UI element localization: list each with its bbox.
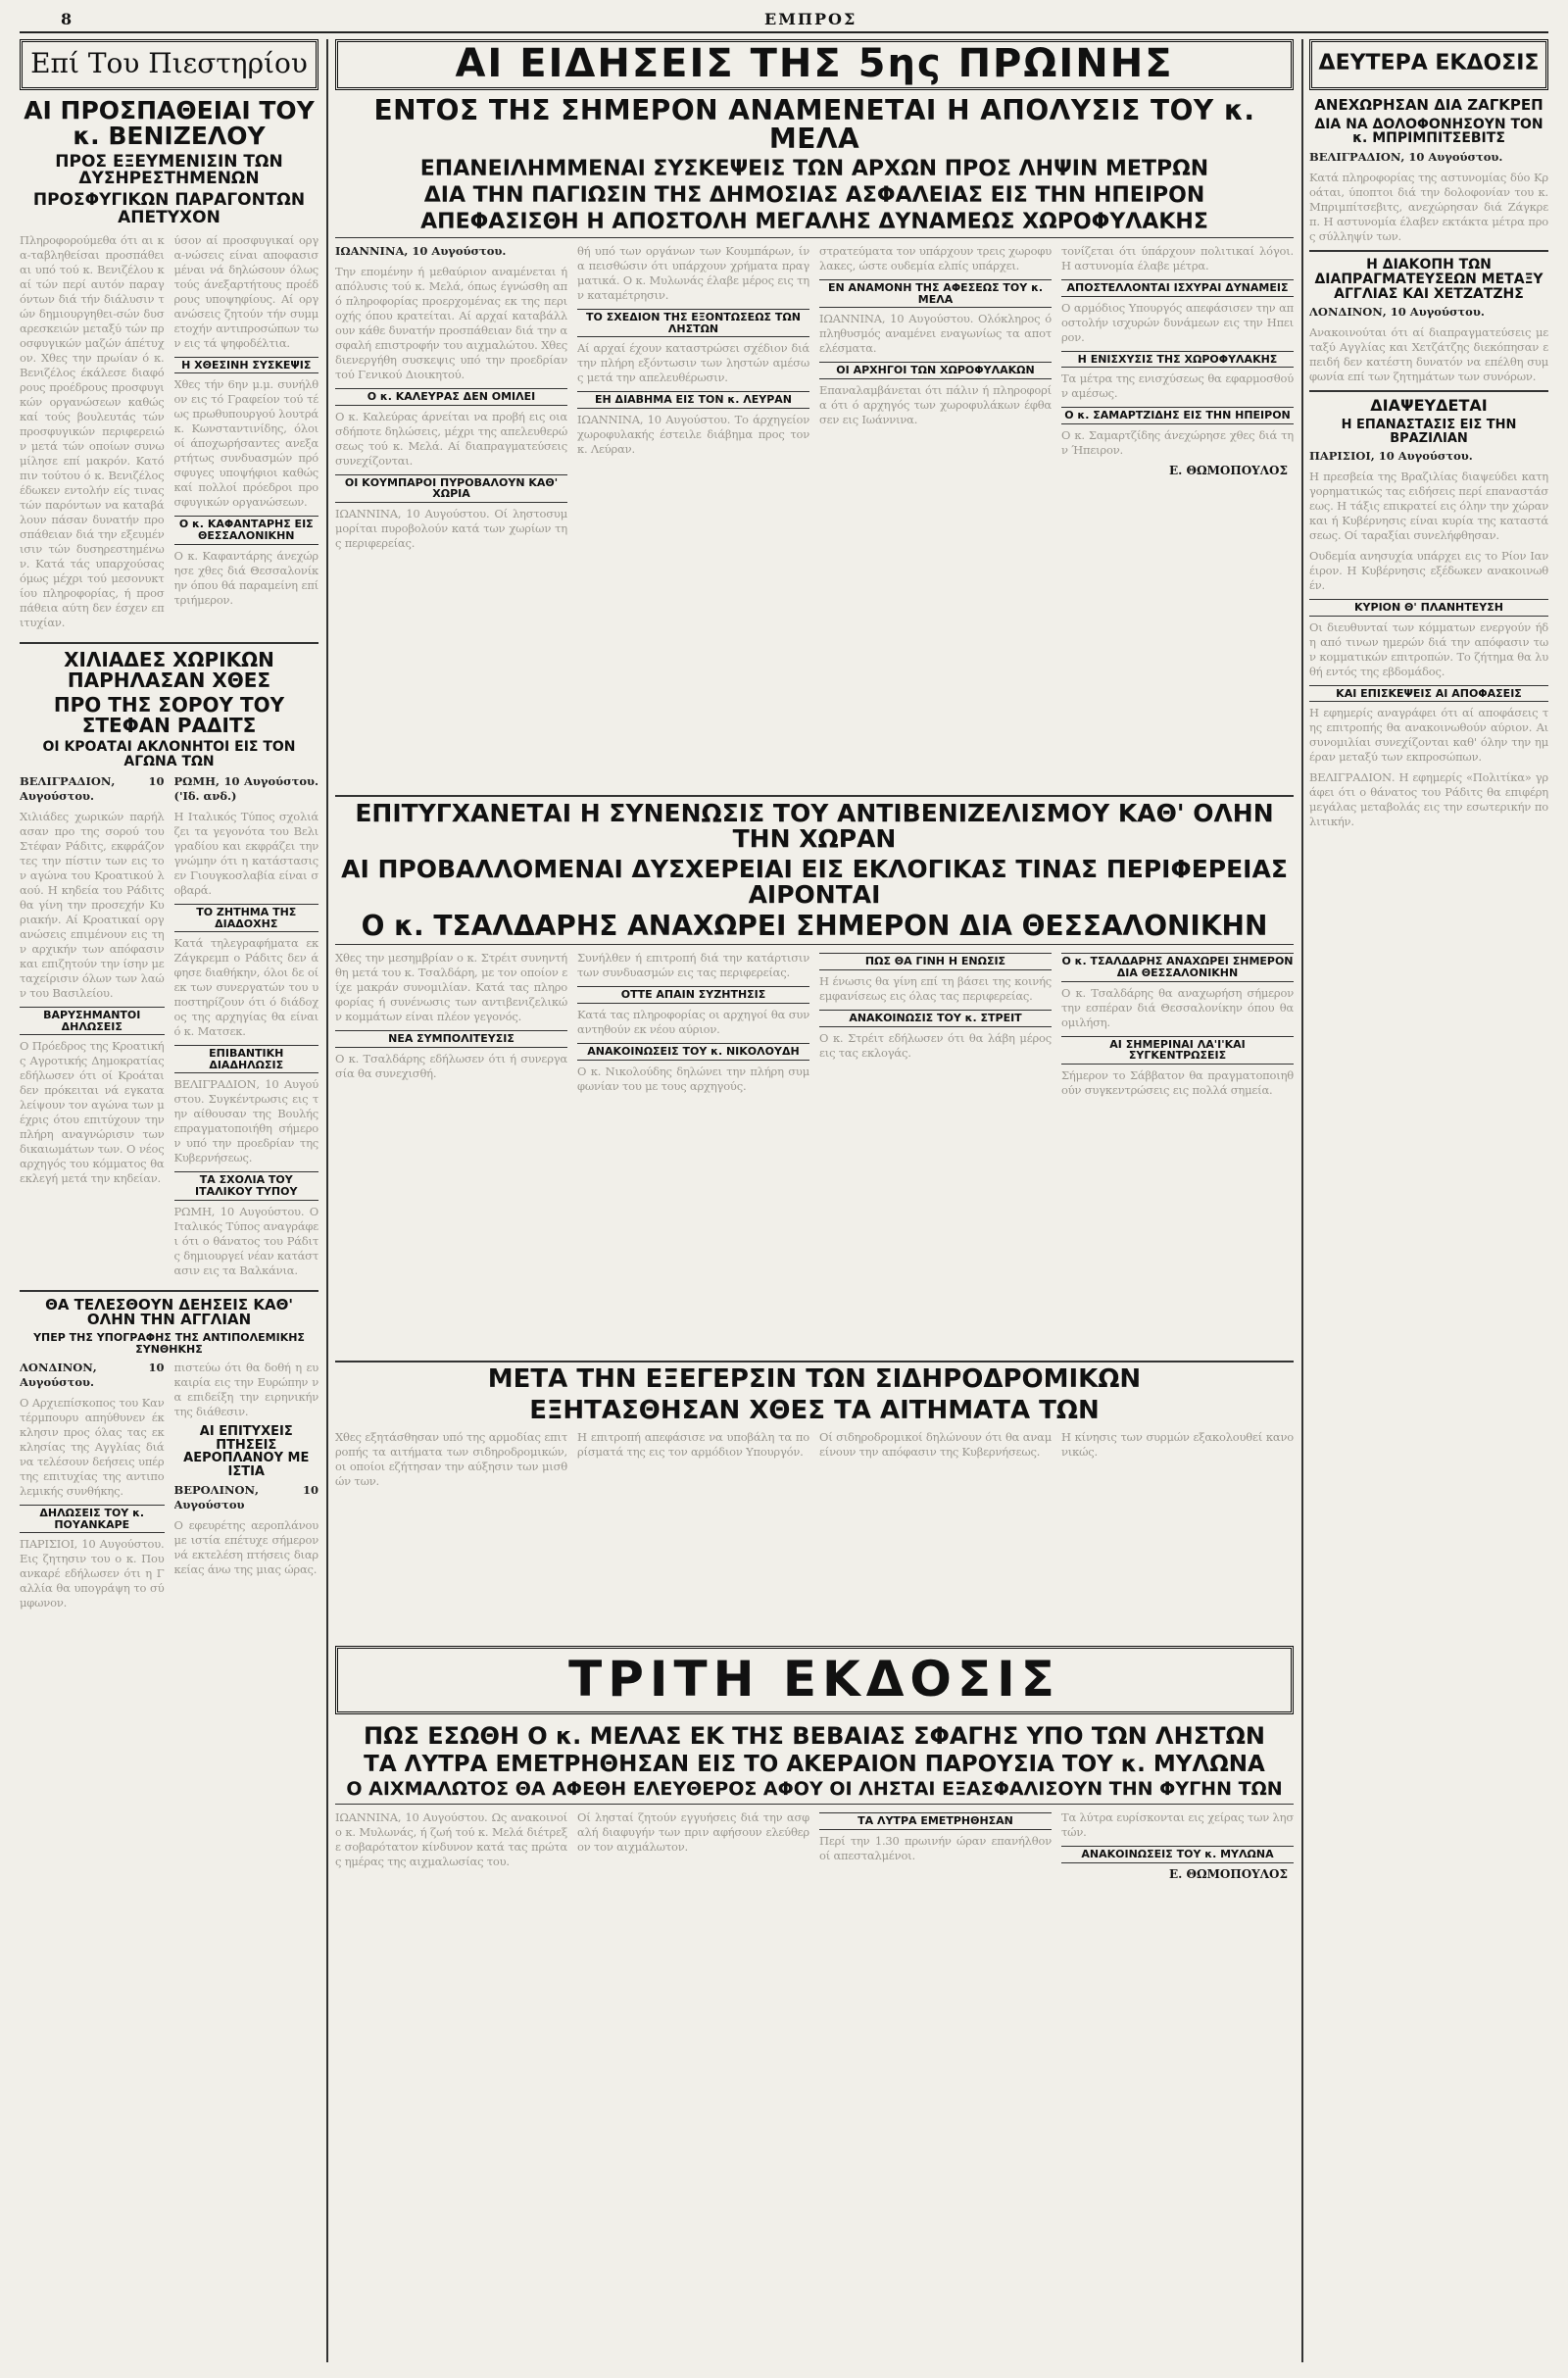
article-text: Ουδεμία ανησυχία υπάρχει εις το Ρίον Ιανέιρον. Η Κυβέρνησις εξέδωκεν ανακοινωθέν. (1309, 549, 1548, 593)
article-text: Ο κ. Στρέιτ εδήλωσεν ότι θα λάβη μέρος εις τας εκλογάς. (819, 1030, 1052, 1060)
article-text: Χιλιάδες χωρικών παρήλασαν προ της σορού του Στέφαν Ράδιτς, εκφράζοντες την πίστιν των εις τον αγώνα του Κροατικού λαού. Η κηδεία του Ράδιτς θα γίνη την προσεχήν Κυριακήν. Αί Κροατικαί οργανώσεις επιμένουν εις την αρχικήν των απόφασιν και επιζητούν την ίσην μεταχείρισιν όλων των λαών του Βασιλείου. (20, 810, 165, 1001)
subhead: Η ΧΘΕΣΙΝΗ ΣΥΣΚΕΨΙΣ (174, 357, 319, 374)
article-text: Ο κ. Καλεύρας άρνείται να προβή εις οιασδήποτε δηλώσεις, μέχρι της απελευθερώσεως τού κ. Μελά. Αί διαπραγματεύσεις συνεχίζονται. (335, 409, 567, 468)
article-text: Η εφημερίς αναγράφει ότι αί αποφάσεις της επιτροπής θα ανακοινωθούν αύριον. Αι συνομιλίαι συνεχίζονται καθ' όλην την ημέραν μεταξύ των εκπροσώπων. (1309, 706, 1548, 765)
article-text: ΒΕΛΙΓΡΑΔΙΟΝ, 10 Αυγούστου. Συγκέντρωσις εις την αίθουσαν της Βουλής επραγματοποιήθη σήμερον υπό την προεδρίαν της Κυβερνήσεως. (173, 1077, 318, 1165)
article-text: Οί σιδηροδρομικοί δηλώνουν ότι θα αναμείνουν την απόφασιν της Κυβερνήσεως. (819, 1430, 1052, 1460)
headline-brazil: Η ΕΠΑΝΑΣΤΑΣΙΣ ΕΙΣ ΤΗΝ ΒΡΑΖΙΛΙΑΝ (1341, 418, 1517, 446)
subhead: ΠΩΣ ΘΑ ΓΙΝΗ Η ΕΝΩΣΙΣ (819, 953, 1052, 970)
article-text: Συνήλθεν ή επιτροπή διά την κατάρτισιν των συνδυασμών εις τας περιφερείας. (577, 951, 809, 980)
column-rule (1301, 39, 1303, 2362)
right-column (1309, 39, 1548, 2362)
subhead: ΤΑ ΣΧΟΛΙΑ ΤΟΥ ΙΤΑΛΙΚΟΥ ΤΥΠΟΥ (174, 1171, 319, 1200)
article-text: Χθες την μεσημβρίαν ο κ. Στρέιτ συνηντήθη μετά του κ. Τσαλδάρη, με τον οποίον είχε μακράν συνομιλίαν. Κατά τας πληροφορίας ή συνένωσις των αντιβενιζελικών κομμάτων είναι πλέον γεγονός. (335, 951, 567, 1024)
headline-railway-1: ΜΕΤΑ ΤΗΝ ΕΞΕΓΕΡΣΙΝ ΤΩΝ ΣΙΔΗΡΟΔΡΟΜΙΚΩΝ (335, 1361, 1294, 1393)
subhead: Ο κ. ΚΑΦΑΝΤΑΡΗΣ ΕΙΣ ΘΕΣΣΑΛΟΝΙΚΗΝ (174, 516, 319, 544)
headline-unification: ΕΠΙΤΥΓΧΑΝΕΤΑΙ Η ΣΥΝΕΝΩΣΙΣ ΤΟΥ ΑΝΤΙΒΕΝΙΖΕΛΙΣΜΟΥ ΚΑΘ' ΟΛΗΝ ΤΗΝ ΧΩΡΑΝ (355, 801, 1274, 853)
headline-venizelos-2: ΠΡΟΣ ΕΞΕΥΜΕΝΙΣΙΝ ΤΩΝ ΔΥΣΗΡΕΣΤΗΜΕΝΩΝ (55, 153, 283, 189)
article-text: Κατά τηλεγραφήματα εκ Ζάγκρεμπ ο Ράδιτς δεν άφησε διαθήκην, όλοι δε οί εκ των συνεργατών του υποστηρίζουν ότι ό διάδοχος της αρχηγίας θα είναι ό κ. Ματσεκ. (173, 936, 318, 1039)
article-text: Η κίνησις των συρμών εξακολουθεί κανονικώς. (1061, 1430, 1294, 1460)
article-text: Οί λησταί ζητούν εγγυήσεις διά την ασφαλή διαφυγήν των πριν αφήσουν ελεύθερον τον αιχμάλωτον. (577, 1810, 809, 1855)
headline-railway-2: ΕΞΗΤΑΣΘΗΣΑΝ ΧΘΕΣ ΤΑ ΑΙΤΗΜΑΤΑ ΤΩΝ (529, 1397, 1100, 1425)
page-header (20, 10, 1548, 33)
article-text: Ο κ. Τσαλδάρης εδήλωσεν ότι ή συνεργασία θα συνεχισθή. (335, 1052, 567, 1080)
subhead: ΟΙ ΑΡΧΗΓΟΙ ΤΩΝ ΧΩΡΟΦΥΛΑΚΩΝ (819, 362, 1052, 379)
article-text: θή υπό των οργάνων των Κουμπάρων, ίνα πεισθώσιν ότι υπάρχουν χρήματα πραγματικά. Ο κ. Μυλωνάς έλαβε μέρος εις την καταμέτρησιν. (577, 244, 809, 303)
article-text: Ο κ. Τσαλδάρης θα αναχωρήση σήμερον την εσπέραν διά Θεσσαλονίκην όπου θα ομιλήση. (1061, 985, 1294, 1029)
subhead: ΑΝΑΚΟΙΝΩΣΙΣ ΤΟΥ κ. ΣΤΡΕΙΤ (819, 1010, 1052, 1027)
article-dateline: ΒΕΛΙΓΡΑΔΙΟΝ, 10 Αυγούστου. (20, 774, 165, 804)
article-text: Ο κ. Καφαντάρης άνεχώρησε χθες διά Θεσσαλονίκην όπου θά παραμείνη επί τριήμερον. (173, 548, 318, 607)
article-text: ΠΑΡΙΣΙΟΙ, 10 Αυγούστου. Εις ζητησιν του ο κ. Πουανκαρέ εδήλωσεν ότι η Γαλλία θα υπογράψη το σύμφωνον. (20, 1537, 165, 1610)
article-text: Οι διευθυνταί των κόμματων ενεργούν ήδη από τινων ημερών διά την απόφασιν των κομματικών επιτροπών. Το ζήτημα θα λυθή εντός της εβδομάδος. (1309, 619, 1548, 678)
headline-denied: ΔΙΑΨΕΥΔΕΤΑΙ (1370, 398, 1488, 415)
dateline: ΙΩΑΝΝΙΝΑ, 10 Αυγούστου. (335, 244, 507, 259)
article-text: Περί την 1.30 πρωινήν ώραν επανήλθον οί απεσταλμένοι. (819, 1833, 1052, 1862)
headline-tsaldaris: Ο κ. ΤΣΑΛΔΑΡΗΣ ΑΝΑΧΩΡΕΙ ΣΗΜΕΡΟΝ ΔΙΑ ΘΕΣΣΑΛΟΝΙΚΗΝ (335, 912, 1294, 945)
headline-security: ΔΙΑ ΤΗΝ ΠΑΓΙΩΣΙΝ ΤΗΣ ΔΗΜΟΣΙΑΣ ΑΣΦΑΛΕΙΑΣ ΕΙΣ ΤΗΝ ΗΠΕΙΡΟΝ (423, 183, 1205, 207)
article-text: Επαναλαμβάνεται ότι πάλιν ή πληροφορία ότι ό αρχηγός των χωροφυλάκων έφθασεν εις Ιωάννινα. (819, 382, 1052, 426)
subhead-airplane: ΑΙ ΕΠΙΤΥΧΕΙΣ ΠΤΗΣΕΙΣ ΑΕΡΟΠΛΑΝΟΥ ΜΕ ΙΣΤΙΑ (183, 1425, 310, 1479)
column-rule (326, 39, 328, 2362)
subhead: Ο κ. ΣΑΜΑΡΤΖΙΔΗΣ ΕΙΣ ΤΗΝ ΗΠΕΙΡΟΝ (1061, 407, 1294, 424)
headline-radic-1: ΧΙΛΙΑΔΕΣ ΧΩΡΙΚΩΝ ΠΑΡΗΛΑΣΑΝ ΧΘΕΣ (64, 649, 274, 691)
article-text: τονίζεται ότι ύπάρχουν πολιτικαί λόγοι. Η αστυνομία έλαβε μέτρα. (1061, 244, 1294, 273)
subhead: ΔΗΛΩΣΕΙΣ ΤΟΥ κ. ΠΟΥΑΝΚΑΡΕ (20, 1505, 165, 1533)
subhead: ΕΠΙΒΑΝΤΙΚΗ ΔΙΑΔΗΛΩΣΙΣ (174, 1045, 319, 1073)
article-text: Τα μέτρα της ενισχύσεως θα εφαρμοσθούν αμέσως. (1061, 372, 1294, 401)
article-text: Χθες τήν 6ην μ.μ. συνήλθον εις τό Γραφείον τού τέως πρωθυπουργού λουτρά κ. Κωνσταντινίδης, όλοι οί άποχωρήσαντες ανεξαρτήτως συνδυασμών πρόσφυγες υποψήφιοι καθώς καί πολλοί πρόεδροι προσφυγικών οργανώσεων. (173, 377, 318, 510)
headline-assassination: ΔΙΑ ΝΑ ΔΟΛΟΦΟΝΗΣΟΥΝ ΤΟΝ κ. ΜΠΡΙΜΠΙΤΣΕΒΙΤΣ (1314, 117, 1544, 147)
masthead: ΕΜΠΡΟΣ (764, 10, 858, 28)
article-text: Αί αρχαί έχουν καταστρώσει σχέδιον διά την πλήρη εξόντωσιν των ληστών αμέσως μετά την απελευθέρωσιν. (577, 341, 809, 385)
center-column (335, 39, 1294, 2362)
third-edition-title: ΤΡΙΤΗ ΕΚΔΟΣΙΣ (335, 1646, 1294, 1714)
article-text: πιστεύω ότι θα δοθή η ευκαιρία εις την Ευρώπην να επιδείξη την ειρηνικήν της διάθεσιν. (173, 1361, 318, 1419)
article-text: Τα λύτρα ευρίσκονται εις χείρας των ληστών. (1061, 1810, 1294, 1840)
headline-melas-release: ΕΝΤΟΣ ΤΗΣ ΣΗΜΕΡΟΝ ΑΝΑΜΕΝΕΤΑΙ Η ΑΠΟΛΥΣΙΣ ΤΟΥ κ. ΜΕΛΑ (373, 96, 1255, 154)
news-grid-middle (335, 949, 1294, 1361)
headline-radic-3: ΟΙ ΚΡΟΑΤΑΙ ΑΚΛΟΝΗΤΟΙ ΕΙΣ ΤΟΝ ΑΓΩΝΑ ΤΩΝ (42, 739, 296, 769)
headline-meetings: ΕΠΑΝΕΙΛΗΜΜΕΝΑΙ ΣΥΣΚΕΨΕΙΣ ΤΩΝ ΑΡΧΩΝ ΠΡΟΣ ΛΗΨΙΝ ΜΕΤΡΩΝ (419, 157, 1209, 180)
article-text: Πληροφορούμεθα ότι αι κα-ταβληθείσαι προσπάθειαι υπό τού κ. Βενιζέλου καί τών περί αυτόν παραγόντων διά τήν διάλυσιν τών δημιουργηθει-σών δυσαρεσκειών μεταξύ τών προσφυγικών μαζών άπέτυχον. Χθες την πρωίαν ό κ. Βενιζέλος έκάλεσε διαφόρους προέδρους προσφυγικών οργανώσεων καθώς καί τούς βουλευτάς τών προσφυγικών περιφερειών μετά τών οποίων συνωμίλησε επί μακρόν. Κατόπιν τούτου ό κ. Βενιζέλος έδωκεν εντολήν είς τινας τών παρόντων να καταβάλουν πάσαν δυνατήν προσπάθειαν διά την εξευμένισιν τών δυσηρεστημένων. Κατά τάς υπαρχούσας όμως μέχρι τού μεσονυκτίου πληροφορίας, ή προσπάθεια αύτη δεν έσχεν επιτυχίαν. (20, 232, 165, 629)
article-text: Ο κ. Νικολούδης δηλώνει την πλήρη συμφωνίαν του με τους αρχηγούς. (577, 1064, 809, 1093)
article-text: Ο Πρόεδρος της Κροατικής Αγροτικής Δημοκρατίας εδήλωσεν ότι οί Κροάται δεν πρόκειται νά εγκαταλείψουν τον αγώνα των μέχρις ότου επιτύχουν την πλήρη αναγνώρισιν των δικαιωμάτων των. Ο νέος αρχηγός του κόμματος θα εκλεγή μετά την κηδείαν. (20, 1039, 165, 1186)
subhead: ΤΟ ΖΗΤΗΜΑ ΤΗΣ ΔΙΑΔΟΧΗΣ (174, 904, 319, 932)
headline-melas-saved: ΠΩΣ ΕΣΩΘΗ Ο κ. ΜΕΛΑΣ ΕΚ ΤΗΣ ΒΕΒΑΙΑΣ ΣΦΑΓΗΣ ΥΠΟ ΤΩΝ ΛΗΣΤΩΝ (364, 1724, 1265, 1750)
article-text: ΙΩΑΝΝΙΝΑ, 10 Αυγούστου. Ολόκληρος ό πληθυσμός αναμένει εναγωνίως τα αποτελέσματα. (819, 312, 1052, 356)
dateline: ΠΑΡΙΣΙΟΙ, 10 Αυγούστου. (1309, 449, 1473, 464)
headline-venizelos-1: ΑΙ ΠΡΟΣΠΑΘΕΙΑΙ ΤΟΥ κ. ΒΕΝΙΖΕΛΟΥ (24, 98, 315, 150)
article-text: ΡΩΜΗ, 10 Αυγούστου. Ο Ιταλικός Τύπος αναγράφει ότι ο θάνατος του Ράδιτς δημιουργεί νέαν κατάστασιν εις τα Βαλκάνια. (173, 1204, 318, 1277)
headline-captive: Ο ΑΙΧΜΑΛΩΤΟΣ ΘΑ ΑΦΕΘΗ ΕΛΕΥΘΕΡΟΣ ΑΦΟΥ ΟΙ ΛΗΣΤΑΙ ΕΞΑΣΦΑΛΙΣΟΥΝ ΤΗΝ ΦΥΓΗΝ ΤΩΝ (335, 1780, 1294, 1805)
subhead: ΑΠΟΣΤΕΛΛΟΝΤΑΙ ΙΣΧΥΡΑΙ ΔΥΝΑΜΕΙΣ (1061, 279, 1294, 297)
article-dateline: ΛΟΝΔΙΝΟΝ, 10 Αυγούστου. (20, 1361, 165, 1390)
headline-england-2: ΥΠΕΡ ΤΗΣ ΥΠΟΓΡΑΦΗΣ ΤΗΣ ΑΝΤΙΠΟΛΕΜΙΚΗΣ ΣΥΝΘΗΚΗΣ (33, 1332, 305, 1356)
subhead: ΚΑΙ ΕΠΙΣΚΕΨΕΙΣ ΑΙ ΑΠΟΦΑΣΕΙΣ (1309, 685, 1548, 703)
article-text: Κατά πληροφορίας της αστυνομίας δύο Κροάται, ύποπτοι διά την δολοφονίαν του κ. Μπριμπίτσεβιτς, ανεχώρησαν διά Ζάγκρεπ. Η αστυνομία έλαβεν εκτάκτα μέτρα προς σύλληψίν των. (1309, 171, 1548, 244)
article-text: Η ένωσις θα γίνη επί τη βάσει της κοινής εμφανίσεως εις όλας τας περιφερείας. (819, 974, 1052, 1003)
headline-difficulties: ΑΙ ΠΡΟΒΑΛΛΟΜΕΝΑΙ ΔΥΣΧΕΡΕΙΑΙ ΕΙΣ ΕΚΛΟΓΙΚΑΣ ΤΙΝΑΣ ΠΕΡΙΦΕΡΕΙΑΣ ΑΙΡΟΝΤΑΙ (341, 856, 1288, 909)
article-text: Κατά τας πληροφορίας οι αρχηγοί θα συναντηθούν εκ νέου αύριον. (577, 1008, 809, 1036)
byline: Ε. ΘΩΜΟΠΟΥΛΟΣ (1169, 1866, 1288, 1881)
subhead: ΟΤΤΕ ΑΠΑΙΝ ΣΥΖΗΤΗΣΙΣ (577, 986, 809, 1004)
headline-negotiations: Η ΔΙΑΚΟΠΗ ΤΩΝ ΔΙΑΠΡΑΓΜΑΤΕΥΣΕΩΝ ΜΕΤΑΞΥ ΑΓΓΛΙΑΣ ΚΑΙ ΧΕΤΖΑΤΖΗΣ (1314, 258, 1544, 302)
dateline: ΛΟΝΔΙΝΟΝ, 10 Αυγούστου. (1309, 305, 1485, 320)
subhead: Ο κ. ΚΑΛΕΥΡΑΣ ΔΕΝ ΟΜΙΛΕΙ (335, 388, 567, 406)
headline-england-1: ΘΑ ΤΕΛΕΣΘΟΥΝ ΔΕΗΣΕΙΣ ΚΑΘ' ΟΛΗΝ ΤΗΝ ΑΓΓΛΙΑΝ (45, 1297, 293, 1329)
subhead: ΤΑ ΛΥΤΡΑ ΕΜΕΤΡΗΘΗΣΑΝ (819, 1812, 1052, 1830)
article-text: Ανακοινούται ότι αί διαπραγματεύσεις μεταξύ Αγγλίας και Χετζάτζης διεκόπησαν επειδή δεν κατέστη δυνατόν να επέλθη συμφωνία επί των ζητημάτων των συνόρων. (1309, 325, 1548, 384)
left-section-title: Επί Του Πιεστηρίου (20, 39, 318, 90)
article-dateline: ΒΕΡΟΛΙΝΟΝ, 10 Αυγούστου (173, 1482, 318, 1511)
subhead: ΝΕΑ ΣΥΜΠΟΛΙΤΕΥΣΙΣ (335, 1030, 567, 1048)
center-section-title: ΑΙ ΕΙΔΗΣΕΙΣ ΤΗΣ 5ης ΠΡΩΙΝΗΣ (335, 39, 1294, 90)
article-dateline: ΡΩΜΗ, 10 Αυγούστου. ('Ιδ. ανδ.) (173, 774, 318, 804)
subhead: ΕΝ ΑΝΑΜΟΝΗ ΤΗΣ ΑΦΕΣΕΩΣ ΤΟΥ κ. ΜΕΛΑ (819, 279, 1052, 308)
article-text: ΙΩΑΝΝΙΝΑ, 10 Αυγούστου. Ως ανακοινοί ο κ. Μυλωνάς, ή ζωή τού κ. Μελά διέτρεξε σοβαρότατον κίνδυνον κατά τας πρώτας ημέρας της αιχμαλωσίας του. (335, 1810, 567, 1869)
subhead: Η ΕΝΙΣΧΥΣΙΣ ΤΗΣ ΧΩΡΟΦΥΛΑΚΗΣ (1061, 351, 1294, 369)
subhead: ΑΝΑΚΟΙΝΩΣΕΙΣ ΤΟΥ κ. ΜΥΛΩΝΑ (1061, 1846, 1294, 1863)
page-number: 8 (61, 10, 73, 28)
headline-ransom: ΤΑ ΛΥΤΡΑ ΕΜΕΤΡΗΘΗΣΑΝ ΕΙΣ ΤΟ ΑΚΕΡΑΙΟΝ ΠΑΡΟΥΣΙΑ ΤΟΥ κ. ΜΥΛΩΝΑ (364, 1753, 1265, 1777)
article-text: Σήμερον το Σάββατον θα πραγματοποιηθούν συγκεντρώσεις εις πολλά σημεία. (1061, 1067, 1294, 1097)
article-text: Η Ιταλικός Τύπος σχολιάζει τα γεγονότα του Βελιγραδίου και εκφράζει την γνώμην ότι η κατάστασις εν Γιουγκοσλαβία είναι σοβαρά. (173, 810, 318, 898)
subhead: ΟΙ ΚΟΥΜΠΑΡΟΙ ΠΥΡΟΒΑΛΟΥΝ ΚΑΘ' ΧΩΡΙΑ (335, 474, 567, 503)
subhead: ΤΟ ΣΧΕΔΙΟΝ ΤΗΣ ΕΞΟΝΤΩΣΕΩΣ ΤΩΝ ΛΗΣΤΩΝ (577, 309, 809, 337)
subhead: ΑΝΑΚΟΙΝΩΣΕΙΣ ΤΟΥ κ. ΝΙΚΟΛΟΥΔΗ (577, 1043, 809, 1061)
byline: Ε. ΘΩΜΟΠΟΥΛΟΣ (1169, 463, 1288, 477)
article-text: Ο Αρχιεπίσκοπος του Καντέρμπουρυ απηύθυνεν έκκλησιν προς όλας τας εκκλησίας της Αγγλίας διά να τελέσουν δεήσεις υπέρ της επιτυχίας της αντιπολεμικής συνθήκης. (20, 1396, 165, 1499)
right-section-title: ΔΕΥΤΕΡΑ ΕΚΔΟΣΙΣ (1309, 39, 1548, 90)
headline-venizelos-3: ΠΡΟΣΦΥΓΙΚΩΝ ΠΑΡΑΓΟΝΤΩΝ ΑΠΕΤΥΧΟΝ (32, 192, 306, 227)
headline-radic-2: ΠΡΟ ΤΗΣ ΣΟΡΟΥ ΤΟΥ ΣΤΕΦΑΝ ΡΑΔΙΤΣ (53, 694, 285, 736)
article-text: ύσον αί προσφυγικαί οργα-νώσεις είναι αποφασισμέναι νά δηλώσουν όλως τούς άνεξαρτήτους προέδρους υποψηφίους. Αί οργανώσεις ζητούν τήν συμμετοχήν αντιπροσώπων των εις τά ψηφοδέλτια. (173, 232, 318, 350)
article-text: Ο κ. Σαμαρτζίδης άνεχώρησε χθες διά την Ήπειρον. (1061, 427, 1294, 457)
subhead: Ο κ. ΤΣΑΛΔΑΡΗΣ ΑΝΑΧΩΡΕΙ ΣΗΜΕΡΟΝ ΔΙΑ ΘΕΣΣΑΛΟΝΙΚΗΝ (1061, 953, 1294, 981)
headline-zagreb: ΑΝΕΧΩΡΗΣΑΝ ΔΙΑ ΖΑΓΚΡΕΠ (1314, 98, 1544, 114)
article-text: ΙΩΑΝΝΙΝΑ, 10 Αυγούστου. Οί ληστοσυμμορίται πυροβολούν κατά των χωρίων της περιφερείας. (335, 506, 567, 550)
subhead: ΒΑΡΥΣΗΜΑΝΤΟΙ ΔΗΛΩΣΕΙΣ (20, 1007, 165, 1035)
subhead: ΑΙ ΣΗΜΕΡΙΝΑΙ ΛΑ'Ι'ΚΑΙ ΣΥΓΚΕΝΤΡΩΣΕΙΣ (1061, 1036, 1294, 1065)
headline-gendarmerie: ΑΠΕΦΑΣΙΣΘΗ Η ΑΠΟΣΤΟΛΗ ΜΕΓΑΛΗΣ ΔΥΝΑΜΕΩΣ ΧΩΡΟΦΥΛΑΚΗΣ (335, 211, 1294, 238)
dateline: ΒΕΛΙΓΡΑΔΙΟΝ, 10 Αυγούστου. (1309, 150, 1503, 165)
subhead: ΚΥΡΙΟΝ Θ' ΠΛΑΝΗΤΕΥΣΗ (1309, 599, 1548, 617)
news-grid-top (335, 242, 1294, 791)
subhead: ΕΗ ΔΙΑΒΗΜΑ ΕΙΣ ΤΟΝ κ. ΛΕΥΡΑΝ (577, 391, 809, 409)
article-text: Χθες εξητάσθησαν υπό της αρμοδίας επιτροπής τα αιτήματα των σιδηροδρομικών, οι οποίοι εζήτησαν την αύξησιν των μισθών των. (335, 1430, 567, 1489)
article-text: Ο εφευρέτης αεροπλάνου με ιστία επέτυχε σήμερον νά εκτελέση πτήσεις διαρκείας άνω της μιας ώρας. (173, 1517, 318, 1576)
article-text: ΒΕΛΙΓΡΑΔΙΟΝ. Η εφημερίς «Πολιτίκα» γράφει ότι ο θάνατος του Ράδιτς θα επιφέρη μεγάλας μεταβολάς εις την εσωτερικήν πολιτικήν. (1309, 770, 1548, 829)
left-column (20, 39, 318, 2362)
article-text: Ο αρμόδιος Υπουργός απεφάσισεν την αποστολήν ισχυρών δυνάμεων εις την Ηπειρον. (1061, 300, 1294, 344)
article-text: ΙΩΑΝΝΙΝΑ, 10 Αυγούστου. Το άρχηγείον χωροφυλακής έστειλε διάβημα προς τον κ. Λεύραν. (577, 412, 809, 456)
article-text: Την επομένην ή μεθαύριον αναμένεται ή απόλυσις τού κ. Μελά, όπως έγνώσθη από πληροφορίας προερχομένας εκ της περιοχής όπου κρατείται. Αί αρχαί καταβάλλουν κάθε δυνατήν προσπάθειαν διά την ασφαλή επιστροφήν του αιχμαλώτου. Χθες διενεργήθη συσκεψις υπό την προεδρίαν τού Γενικού Διοικητού. (335, 265, 567, 382)
article-text: Η πρεσβεία της Βραζιλίας διαψεύδει κατηγορηματικώς τας ειδήσεις περί επαναστάσεως. Η τάξις επικρατεί εις όλην την χώραν και ή Κυβέρνησις είναι κυρία της καταστάσεως. Οί ταραξίαι συνελήφθησαν. (1309, 470, 1548, 543)
article-text: Η επιτροπή απεφάσισε να υποβάλη τα πορίσματά της εις τον αρμόδιον Υπουργόν. (577, 1430, 809, 1460)
article-text: στρατεύματα τον υπάρχουν τρεις χωροφυλακες, ώστε ουδεμία ελπίς υπάρχει. (819, 244, 1052, 273)
